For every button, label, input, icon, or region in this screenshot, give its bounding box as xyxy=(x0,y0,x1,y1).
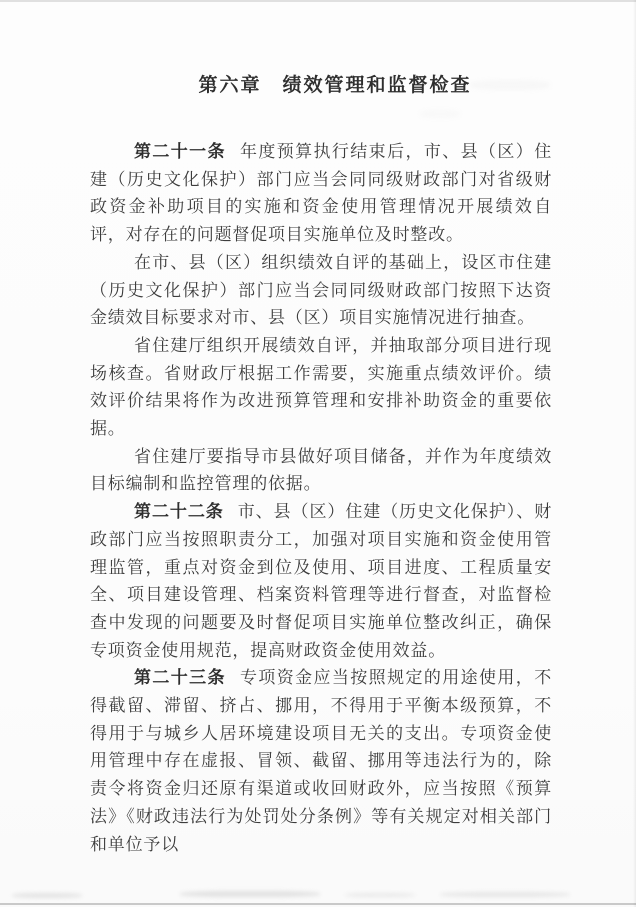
paragraph-text: 专项资金应当按照规定的用途使用，不得截留、滞留、挤占、挪用，不得用于平衡本级预算，不得用于与城乡人居环境建设项目无关的支出。专项资金使用管理中存在虚报、冒领、截留、挪用等违法行为的，除责令将资金归还原有渠道或收回财政外，应当按照《预算法》《财政违法行为处罚处分条例》等有关规定对相关部门和单位予以 xyxy=(90,668,552,854)
paragraph-text: 省住建厅要指导市县做好项目储备，并作为年度绩效目标编制和监控管理的依据。 xyxy=(90,446,552,494)
scan-artifact xyxy=(440,892,570,897)
paragraph xyxy=(90,498,552,664)
article-number: 第二十二条 xyxy=(134,502,224,522)
scan-artifact xyxy=(12,893,82,898)
chapter-title: 第六章 绩效管理和监督检查 xyxy=(198,75,472,96)
article-number: 第二十三条 xyxy=(134,668,226,688)
paragraph-text: 在市、县（区）组织绩效自评的基础上，设区市住建（历史文化保护）部门应当会同同级财政部门按照下达资金绩效目标要求对市、县（区）项目实施情况进行抽查。 xyxy=(90,252,552,328)
paragraph-text: 市、县（区）住建（历史文化保护）、财政部门应当按照职责分工，加强对项目实施和资金使用管理监管，重点对资金到位及使用、项目进度、工程质量安全、项目建设管理、档案资料管理等进行督查，对监督检查中发现的问题要及时督促项目实施单位整改纠正，确保专项资金使用规范，提高财政资金使用效益。 xyxy=(90,502,552,660)
paragraph xyxy=(90,443,552,498)
paragraph xyxy=(90,332,552,443)
paragraph-text: 年度预算执行结束后，市、县（区）住建（历史文化保护）部门应当会同同级财政部门对省级财政资金补助项目的实施和资金使用管理情况开展绩效自评，对存在的问题督促项目实施单位及时整改。 xyxy=(90,142,552,245)
scan-artifact xyxy=(180,891,320,897)
scan-edge-top xyxy=(0,0,636,2)
paragraph-text: 省住建厅组织开展绩效自评，并抽取部分项目进行现场核查。省财政厅根据工作需要，实施重点绩效评价。绩效评价结果将作为改进预算管理和安排补助资金的重要依据。 xyxy=(90,335,552,439)
paragraph xyxy=(90,138,552,249)
scan-edge-bottom xyxy=(0,903,636,905)
document-body xyxy=(90,72,552,858)
scan-artifact xyxy=(345,893,415,897)
article-number: 第二十一条 xyxy=(134,142,226,161)
paragraph xyxy=(90,664,552,858)
paragraph xyxy=(90,249,552,332)
